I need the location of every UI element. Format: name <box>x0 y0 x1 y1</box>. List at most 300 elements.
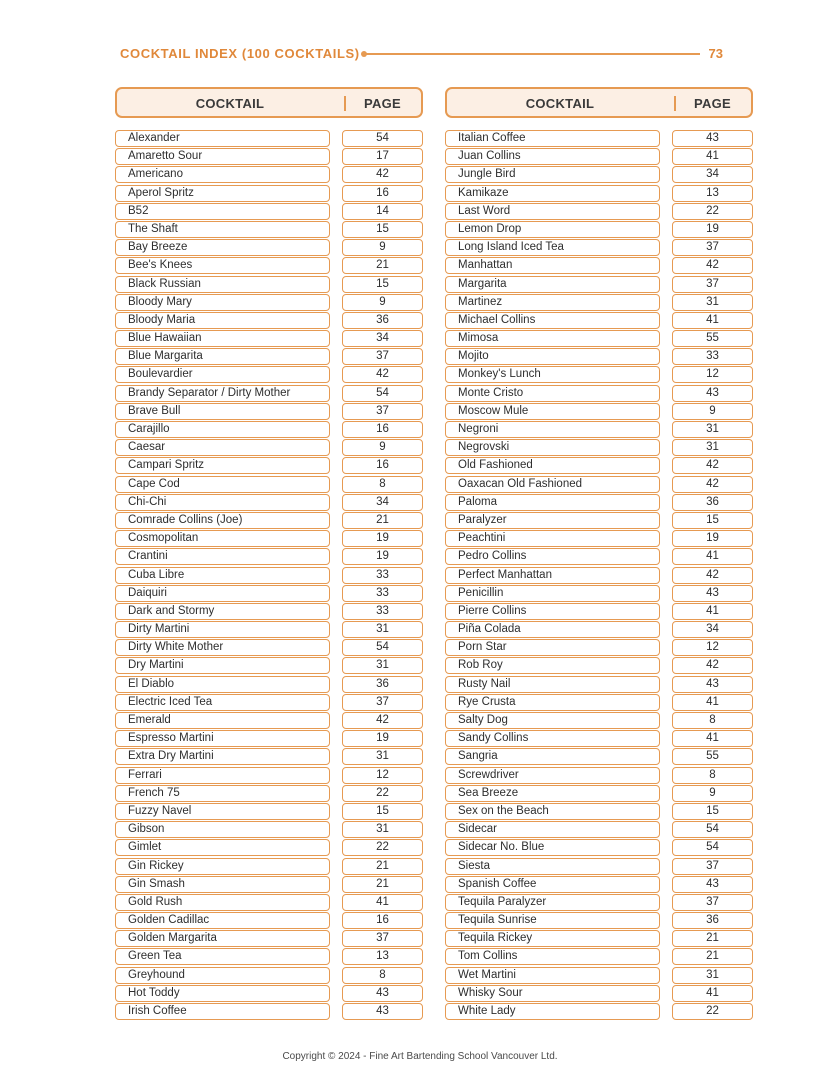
cocktail-page: 37 <box>342 348 423 365</box>
cocktail-name: Chi-Chi <box>115 494 330 511</box>
cocktail-name: Dirty White Mother <box>115 639 330 656</box>
cocktail-page: 15 <box>672 803 753 820</box>
index-row <box>115 985 423 1003</box>
index-row <box>115 385 423 403</box>
cocktail-name: Boulevardier <box>115 366 330 383</box>
cocktail-name: Kamikaze <box>445 185 660 202</box>
index-row <box>445 748 753 766</box>
index-row <box>115 712 423 730</box>
cocktail-page: 42 <box>672 476 753 493</box>
cocktail-name: Campari Spritz <box>115 457 330 474</box>
cocktail-name: Espresso Martini <box>115 730 330 747</box>
cocktail-page: 36 <box>672 912 753 929</box>
index-row <box>445 130 753 148</box>
index-row <box>115 312 423 330</box>
column-header <box>115 87 423 118</box>
index-row <box>445 348 753 366</box>
cocktail-page: 54 <box>342 639 423 656</box>
cocktail-name: Moscow Mule <box>445 403 660 420</box>
index-row <box>115 512 423 530</box>
cocktail-page: 42 <box>342 712 423 729</box>
cocktail-name: Perfect Manhattan <box>445 567 660 584</box>
cocktail-page: 13 <box>342 948 423 965</box>
cocktail-page: 12 <box>672 366 753 383</box>
cocktail-page: 16 <box>342 912 423 929</box>
index-rows-right <box>445 130 753 1021</box>
cocktail-name: Black Russian <box>115 276 330 293</box>
index-row <box>445 276 753 294</box>
column-header-page: PAGE <box>363 96 402 111</box>
cocktail-page: 8 <box>672 767 753 784</box>
index-row <box>445 694 753 712</box>
cocktail-page: 41 <box>672 694 753 711</box>
cocktail-name: Whisky Sour <box>445 985 660 1002</box>
cocktail-name: Sidecar <box>445 821 660 838</box>
cocktail-page: 55 <box>672 330 753 347</box>
cocktail-page: 42 <box>342 166 423 183</box>
cocktail-name: Caesar <box>115 439 330 456</box>
cocktail-page: 37 <box>672 239 753 256</box>
cocktail-name: Emerald <box>115 712 330 729</box>
cocktail-name: Rusty Nail <box>445 676 660 693</box>
index-row <box>115 894 423 912</box>
cocktail-page: 34 <box>672 621 753 638</box>
index-row <box>445 530 753 548</box>
index-row <box>445 585 753 603</box>
index-row <box>115 676 423 694</box>
cocktail-page: 16 <box>342 185 423 202</box>
cocktail-name: Electric Iced Tea <box>115 694 330 711</box>
cocktail-page: 37 <box>342 930 423 947</box>
cocktail-name: Oaxacan Old Fashioned <box>445 476 660 493</box>
cocktail-name: Rye Crusta <box>445 694 660 711</box>
index-row <box>115 603 423 621</box>
index-row <box>115 185 423 203</box>
cocktail-page: 31 <box>342 621 423 638</box>
cocktail-name: Pierre Collins <box>445 603 660 620</box>
cocktail-page: 43 <box>342 985 423 1002</box>
cocktail-page: 31 <box>672 294 753 311</box>
index-row <box>445 712 753 730</box>
cocktail-name: Comrade Collins (Joe) <box>115 512 330 529</box>
cocktail-name: Aperol Spritz <box>115 185 330 202</box>
cocktail-name: Salty Dog <box>445 712 660 729</box>
index-row <box>115 148 423 166</box>
cocktail-page: 42 <box>672 257 753 274</box>
cocktail-name: Dark and Stormy <box>115 603 330 620</box>
index-row <box>115 730 423 748</box>
cocktail-name: Wet Martini <box>445 967 660 984</box>
index-row <box>445 967 753 985</box>
cocktail-name: Tom Collins <box>445 948 660 965</box>
index-row <box>445 385 753 403</box>
cocktail-name: Extra Dry Martini <box>115 748 330 765</box>
cocktail-name: Paloma <box>445 494 660 511</box>
cocktail-name: El Diablo <box>115 676 330 693</box>
cocktail-name: Negroni <box>445 421 660 438</box>
cocktail-name: Alexander <box>115 130 330 147</box>
cocktail-page: 12 <box>342 767 423 784</box>
cocktail-name: Tequila Rickey <box>445 930 660 947</box>
cocktail-name: Monkey's Lunch <box>445 366 660 383</box>
index-row <box>115 839 423 857</box>
index-row <box>115 858 423 876</box>
index-row <box>115 294 423 312</box>
cocktail-page: 19 <box>672 221 753 238</box>
column-header-cocktail: COCKTAIL <box>195 96 265 111</box>
cocktail-name: Pedro Collins <box>445 548 660 565</box>
cocktail-page: 55 <box>672 748 753 765</box>
index-row <box>115 567 423 585</box>
cocktail-page: 31 <box>342 748 423 765</box>
index-row <box>445 312 753 330</box>
cocktail-name: Bloody Maria <box>115 312 330 329</box>
cocktail-name: Tequila Sunrise <box>445 912 660 929</box>
cocktail-name: Golden Cadillac <box>115 912 330 929</box>
index-row <box>445 985 753 1003</box>
cocktail-page: 8 <box>342 967 423 984</box>
cocktail-page: 21 <box>672 930 753 947</box>
cocktail-page: 16 <box>342 421 423 438</box>
page-header <box>120 45 723 65</box>
cocktail-name: Juan Collins <box>445 148 660 165</box>
cocktail-page: 9 <box>672 403 753 420</box>
index-row <box>445 166 753 184</box>
cocktail-page: 19 <box>342 730 423 747</box>
index-row <box>445 221 753 239</box>
cocktail-name: Italian Coffee <box>445 130 660 147</box>
cocktail-name: Brave Bull <box>115 403 330 420</box>
index-row <box>115 967 423 985</box>
cocktail-page: 36 <box>342 676 423 693</box>
index-row <box>115 785 423 803</box>
index-row <box>445 366 753 384</box>
cocktail-name: Sea Breeze <box>445 785 660 802</box>
index-row <box>115 876 423 894</box>
cocktail-name: B52 <box>115 203 330 220</box>
index-row <box>115 330 423 348</box>
index-row <box>115 130 423 148</box>
cocktail-name: Green Tea <box>115 948 330 965</box>
cocktail-page: 17 <box>342 148 423 165</box>
cocktail-page: 43 <box>672 585 753 602</box>
page-number: 73 <box>708 46 723 61</box>
cocktail-name: Long Island Iced Tea <box>445 239 660 256</box>
cocktail-name: Gin Rickey <box>115 858 330 875</box>
index-row <box>445 767 753 785</box>
cocktail-page: 22 <box>672 203 753 220</box>
cocktail-page: 37 <box>672 858 753 875</box>
cocktail-name: Americano <box>115 166 330 183</box>
column-header-cocktail: COCKTAIL <box>525 96 595 111</box>
index-row <box>115 621 423 639</box>
cocktail-page: 22 <box>672 1003 753 1020</box>
cocktail-page: 8 <box>672 712 753 729</box>
cocktail-name: Penicillin <box>445 585 660 602</box>
cocktail-name: Michael Collins <box>445 312 660 329</box>
index-row <box>445 403 753 421</box>
header-divider <box>364 53 700 55</box>
cocktail-page: 15 <box>672 512 753 529</box>
cocktail-name: Bee's Knees <box>115 257 330 274</box>
cocktail-page: 9 <box>672 785 753 802</box>
cocktail-page: 9 <box>342 294 423 311</box>
cocktail-page: 15 <box>342 221 423 238</box>
index-row <box>445 603 753 621</box>
cocktail-page: 33 <box>672 348 753 365</box>
index-row <box>115 930 423 948</box>
index-row <box>115 221 423 239</box>
cocktail-page: 9 <box>342 239 423 256</box>
cocktail-page: 14 <box>342 203 423 220</box>
index-row <box>115 639 423 657</box>
index-row <box>115 421 423 439</box>
cocktail-page: 43 <box>672 385 753 402</box>
cocktail-page: 41 <box>672 548 753 565</box>
index-row <box>445 294 753 312</box>
index-row <box>115 439 423 457</box>
cocktail-name: Bay Breeze <box>115 239 330 256</box>
index-row <box>445 476 753 494</box>
cocktail-page: 43 <box>672 676 753 693</box>
cocktail-page: 31 <box>672 967 753 984</box>
cocktail-name: Sandy Collins <box>445 730 660 747</box>
index-row <box>115 803 423 821</box>
cocktail-page: 37 <box>672 894 753 911</box>
cocktail-name: Porn Star <box>445 639 660 656</box>
cocktail-name: Sidecar No. Blue <box>445 839 660 856</box>
cocktail-page: 21 <box>342 858 423 875</box>
index-row <box>115 348 423 366</box>
cocktail-name: Blue Margarita <box>115 348 330 365</box>
cocktail-page: 42 <box>672 567 753 584</box>
cocktail-page: 15 <box>342 803 423 820</box>
cocktail-page: 54 <box>672 839 753 856</box>
copyright-footer: Copyright © 2024 - Fine Art Bartending School Vancouver Ltd. <box>282 1051 558 1062</box>
index-row <box>115 457 423 475</box>
cocktail-page: 54 <box>672 821 753 838</box>
index-row <box>445 257 753 275</box>
cocktail-page: 31 <box>342 821 423 838</box>
cocktail-name: Monte Cristo <box>445 385 660 402</box>
index-row <box>115 585 423 603</box>
index-row <box>445 330 753 348</box>
index-row <box>445 948 753 966</box>
cocktail-page: 21 <box>342 512 423 529</box>
cocktail-page: 43 <box>672 876 753 893</box>
cocktail-page: 31 <box>342 657 423 674</box>
index-row <box>445 839 753 857</box>
cocktail-page: 42 <box>342 366 423 383</box>
index-row <box>445 785 753 803</box>
index-title: COCKTAIL INDEX (100 COCKTAILS) <box>120 46 360 61</box>
cocktail-page: 37 <box>672 276 753 293</box>
cocktail-name: Daiquiri <box>115 585 330 602</box>
cocktail-page: 41 <box>672 148 753 165</box>
cocktail-page: 19 <box>672 530 753 547</box>
cocktail-name: Blue Hawaiian <box>115 330 330 347</box>
index-row <box>445 730 753 748</box>
index-row <box>115 912 423 930</box>
index-row <box>445 1003 753 1021</box>
cocktail-page: 41 <box>342 894 423 911</box>
cocktail-page: 31 <box>672 421 753 438</box>
cocktail-page: 54 <box>342 130 423 147</box>
index-row <box>115 821 423 839</box>
cocktail-name: Cuba Libre <box>115 567 330 584</box>
cocktail-page: 34 <box>342 330 423 347</box>
cocktail-name: Gin Smash <box>115 876 330 893</box>
cocktail-page: 43 <box>672 130 753 147</box>
cocktail-name: Rob Roy <box>445 657 660 674</box>
index-row <box>445 567 753 585</box>
cocktail-name: Golden Margarita <box>115 930 330 947</box>
cocktail-page: 21 <box>342 257 423 274</box>
index-row <box>445 803 753 821</box>
cocktail-name: Sangria <box>445 748 660 765</box>
cocktail-name: Ferrari <box>115 767 330 784</box>
cocktail-page: 21 <box>672 948 753 965</box>
index-row <box>445 930 753 948</box>
cocktail-page: 16 <box>342 457 423 474</box>
cocktail-page: 19 <box>342 548 423 565</box>
cocktail-page: 34 <box>342 494 423 511</box>
cocktail-name: Carajillo <box>115 421 330 438</box>
cocktail-page: 22 <box>342 785 423 802</box>
index-row <box>445 639 753 657</box>
cocktail-page: 13 <box>672 185 753 202</box>
cocktail-name: White Lady <box>445 1003 660 1020</box>
cocktail-name: Jungle Bird <box>445 166 660 183</box>
cocktail-name: Tequila Paralyzer <box>445 894 660 911</box>
index-row <box>115 657 423 675</box>
cocktail-page: 15 <box>342 276 423 293</box>
index-row <box>115 767 423 785</box>
index-row <box>445 239 753 257</box>
cocktail-name: Cosmopolitan <box>115 530 330 547</box>
cocktail-name: Siesta <box>445 858 660 875</box>
cocktail-name: Negrovski <box>445 439 660 456</box>
index-row <box>445 821 753 839</box>
index-row <box>115 548 423 566</box>
index-row <box>445 457 753 475</box>
column-header <box>445 87 753 118</box>
cocktail-page: 34 <box>672 166 753 183</box>
index-row <box>115 694 423 712</box>
cocktail-name: Amaretto Sour <box>115 148 330 165</box>
cocktail-page: 36 <box>342 312 423 329</box>
cocktail-name: Screwdriver <box>445 767 660 784</box>
cocktail-name: Irish Coffee <box>115 1003 330 1020</box>
cocktail-name: Piña Colada <box>445 621 660 638</box>
cocktail-name: Paralyzer <box>445 512 660 529</box>
cocktail-name: Gibson <box>115 821 330 838</box>
cocktail-page: 37 <box>342 694 423 711</box>
cocktail-page: 31 <box>672 439 753 456</box>
cocktail-page: 33 <box>342 567 423 584</box>
index-column-right <box>445 87 753 1017</box>
index-row <box>445 858 753 876</box>
index-rows-left <box>115 130 423 1021</box>
cocktail-name: Mimosa <box>445 330 660 347</box>
cocktail-name: Mojito <box>445 348 660 365</box>
index-row <box>115 166 423 184</box>
cocktail-name: French 75 <box>115 785 330 802</box>
cocktail-page: 42 <box>672 657 753 674</box>
cocktail-name: Hot Toddy <box>115 985 330 1002</box>
cocktail-page: 33 <box>342 603 423 620</box>
index-row <box>115 403 423 421</box>
index-row <box>445 148 753 166</box>
cocktail-page: 36 <box>672 494 753 511</box>
cocktail-page: 12 <box>672 639 753 656</box>
index-row <box>445 657 753 675</box>
cocktail-name: Martinez <box>445 294 660 311</box>
index-row <box>115 1003 423 1021</box>
cocktail-page: 54 <box>342 385 423 402</box>
cocktail-name: Gimlet <box>115 839 330 856</box>
cocktail-page: 37 <box>342 403 423 420</box>
cocktail-name: Spanish Coffee <box>445 876 660 893</box>
index-row <box>445 621 753 639</box>
cocktail-name: Cape Cod <box>115 476 330 493</box>
index-row <box>115 530 423 548</box>
cocktail-name: Bloody Mary <box>115 294 330 311</box>
index-row <box>445 676 753 694</box>
index-row <box>115 476 423 494</box>
index-row <box>445 494 753 512</box>
column-header-page: PAGE <box>693 96 732 111</box>
index-row <box>445 439 753 457</box>
cocktail-page: 41 <box>672 985 753 1002</box>
cocktail-name: Brandy Separator / Dirty Mother <box>115 385 330 402</box>
cocktail-page: 42 <box>672 457 753 474</box>
cocktail-page: 43 <box>342 1003 423 1020</box>
cocktail-name: The Shaft <box>115 221 330 238</box>
index-row <box>115 366 423 384</box>
cocktail-page: 41 <box>672 730 753 747</box>
cocktail-name: Peachtini <box>445 530 660 547</box>
cocktail-name: Lemon Drop <box>445 221 660 238</box>
cocktail-name: Margarita <box>445 276 660 293</box>
index-row <box>115 748 423 766</box>
index-row <box>445 512 753 530</box>
cocktail-page: 9 <box>342 439 423 456</box>
index-row <box>445 894 753 912</box>
cocktail-name: Gold Rush <box>115 894 330 911</box>
cocktail-name: Manhattan <box>445 257 660 274</box>
cocktail-name: Dirty Martini <box>115 621 330 638</box>
cocktail-name: Dry Martini <box>115 657 330 674</box>
index-row <box>445 421 753 439</box>
index-row <box>445 548 753 566</box>
index-row <box>115 494 423 512</box>
cocktail-name: Greyhound <box>115 967 330 984</box>
cocktail-page: 33 <box>342 585 423 602</box>
cocktail-page: 21 <box>342 876 423 893</box>
index-row <box>445 203 753 221</box>
index-row <box>115 257 423 275</box>
index-row <box>445 185 753 203</box>
index-column-left <box>115 87 423 1017</box>
cocktail-name: Sex on the Beach <box>445 803 660 820</box>
cocktail-name: Fuzzy Navel <box>115 803 330 820</box>
index-row <box>445 912 753 930</box>
cocktail-page: 41 <box>672 603 753 620</box>
index-row <box>445 876 753 894</box>
cocktail-name: Old Fashioned <box>445 457 660 474</box>
cocktail-page: 22 <box>342 839 423 856</box>
